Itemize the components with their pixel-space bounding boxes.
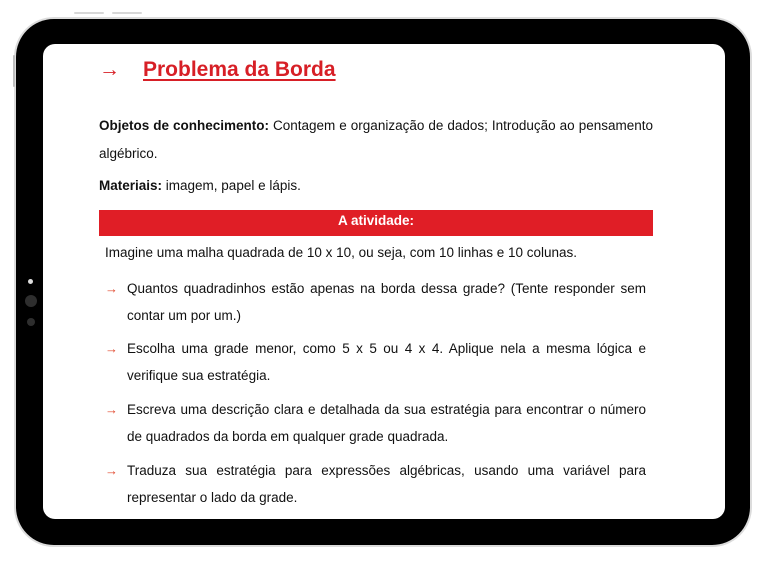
side-button — [13, 55, 15, 87]
arrow-right-icon: → — [105, 281, 118, 296]
objetos-text: Contagem e organização de dados; Introdução ao pensamento algébrico. — [99, 118, 653, 161]
power-button-top — [112, 12, 142, 14]
objetos-paragraph — [99, 112, 653, 168]
arrow-right-icon: → — [105, 463, 118, 478]
page-title: Problema da Borda — [143, 58, 336, 81]
materiais-text: imagem, papel e lápis. — [162, 178, 301, 193]
objetos-label: Objetos de conhecimento: — [99, 118, 270, 133]
list-item — [105, 457, 646, 511]
list-item-text: Escolha uma grade menor, como 5 x 5 ou 4 x 4. Aplique nela a mesma lógica e verifique sua estratégia. — [127, 341, 646, 383]
title-row — [99, 58, 336, 82]
arrow-right-icon: → — [99, 58, 120, 81]
intro-text: Imagine uma malha quadrada de 10 x 10, ou seja, com 10 linhas e 10 colunas. — [105, 245, 578, 260]
sensor-dot — [28, 279, 33, 284]
materiais-label: Materiais: — [99, 178, 163, 193]
list-item-text: Quantos quadradinhos estão apenas na borda dessa grade? (Tente responder sem contar um por um.) — [127, 281, 646, 323]
arrow-right-icon: → — [105, 402, 118, 417]
list-item — [105, 275, 646, 329]
list-item — [105, 396, 646, 450]
activity-banner: A atividade: — [99, 210, 653, 236]
list-item-text: Traduza sua estratégia para expressões algébricas, usando uma variável para representar o lado da grade. — [127, 463, 646, 505]
materiais-paragraph — [99, 172, 653, 200]
list-item — [105, 335, 646, 389]
volume-button-top — [74, 12, 104, 14]
list-item-text: Escreva uma descrição clara e detalhada da sua estratégia para encontrar o número de quadrados da borda em qualquer grade quadrada. — [127, 402, 646, 444]
tablet-screen — [43, 44, 725, 519]
sensor-icon — [27, 318, 35, 326]
camera-icon — [25, 295, 37, 307]
arrow-right-icon: → — [105, 341, 118, 356]
